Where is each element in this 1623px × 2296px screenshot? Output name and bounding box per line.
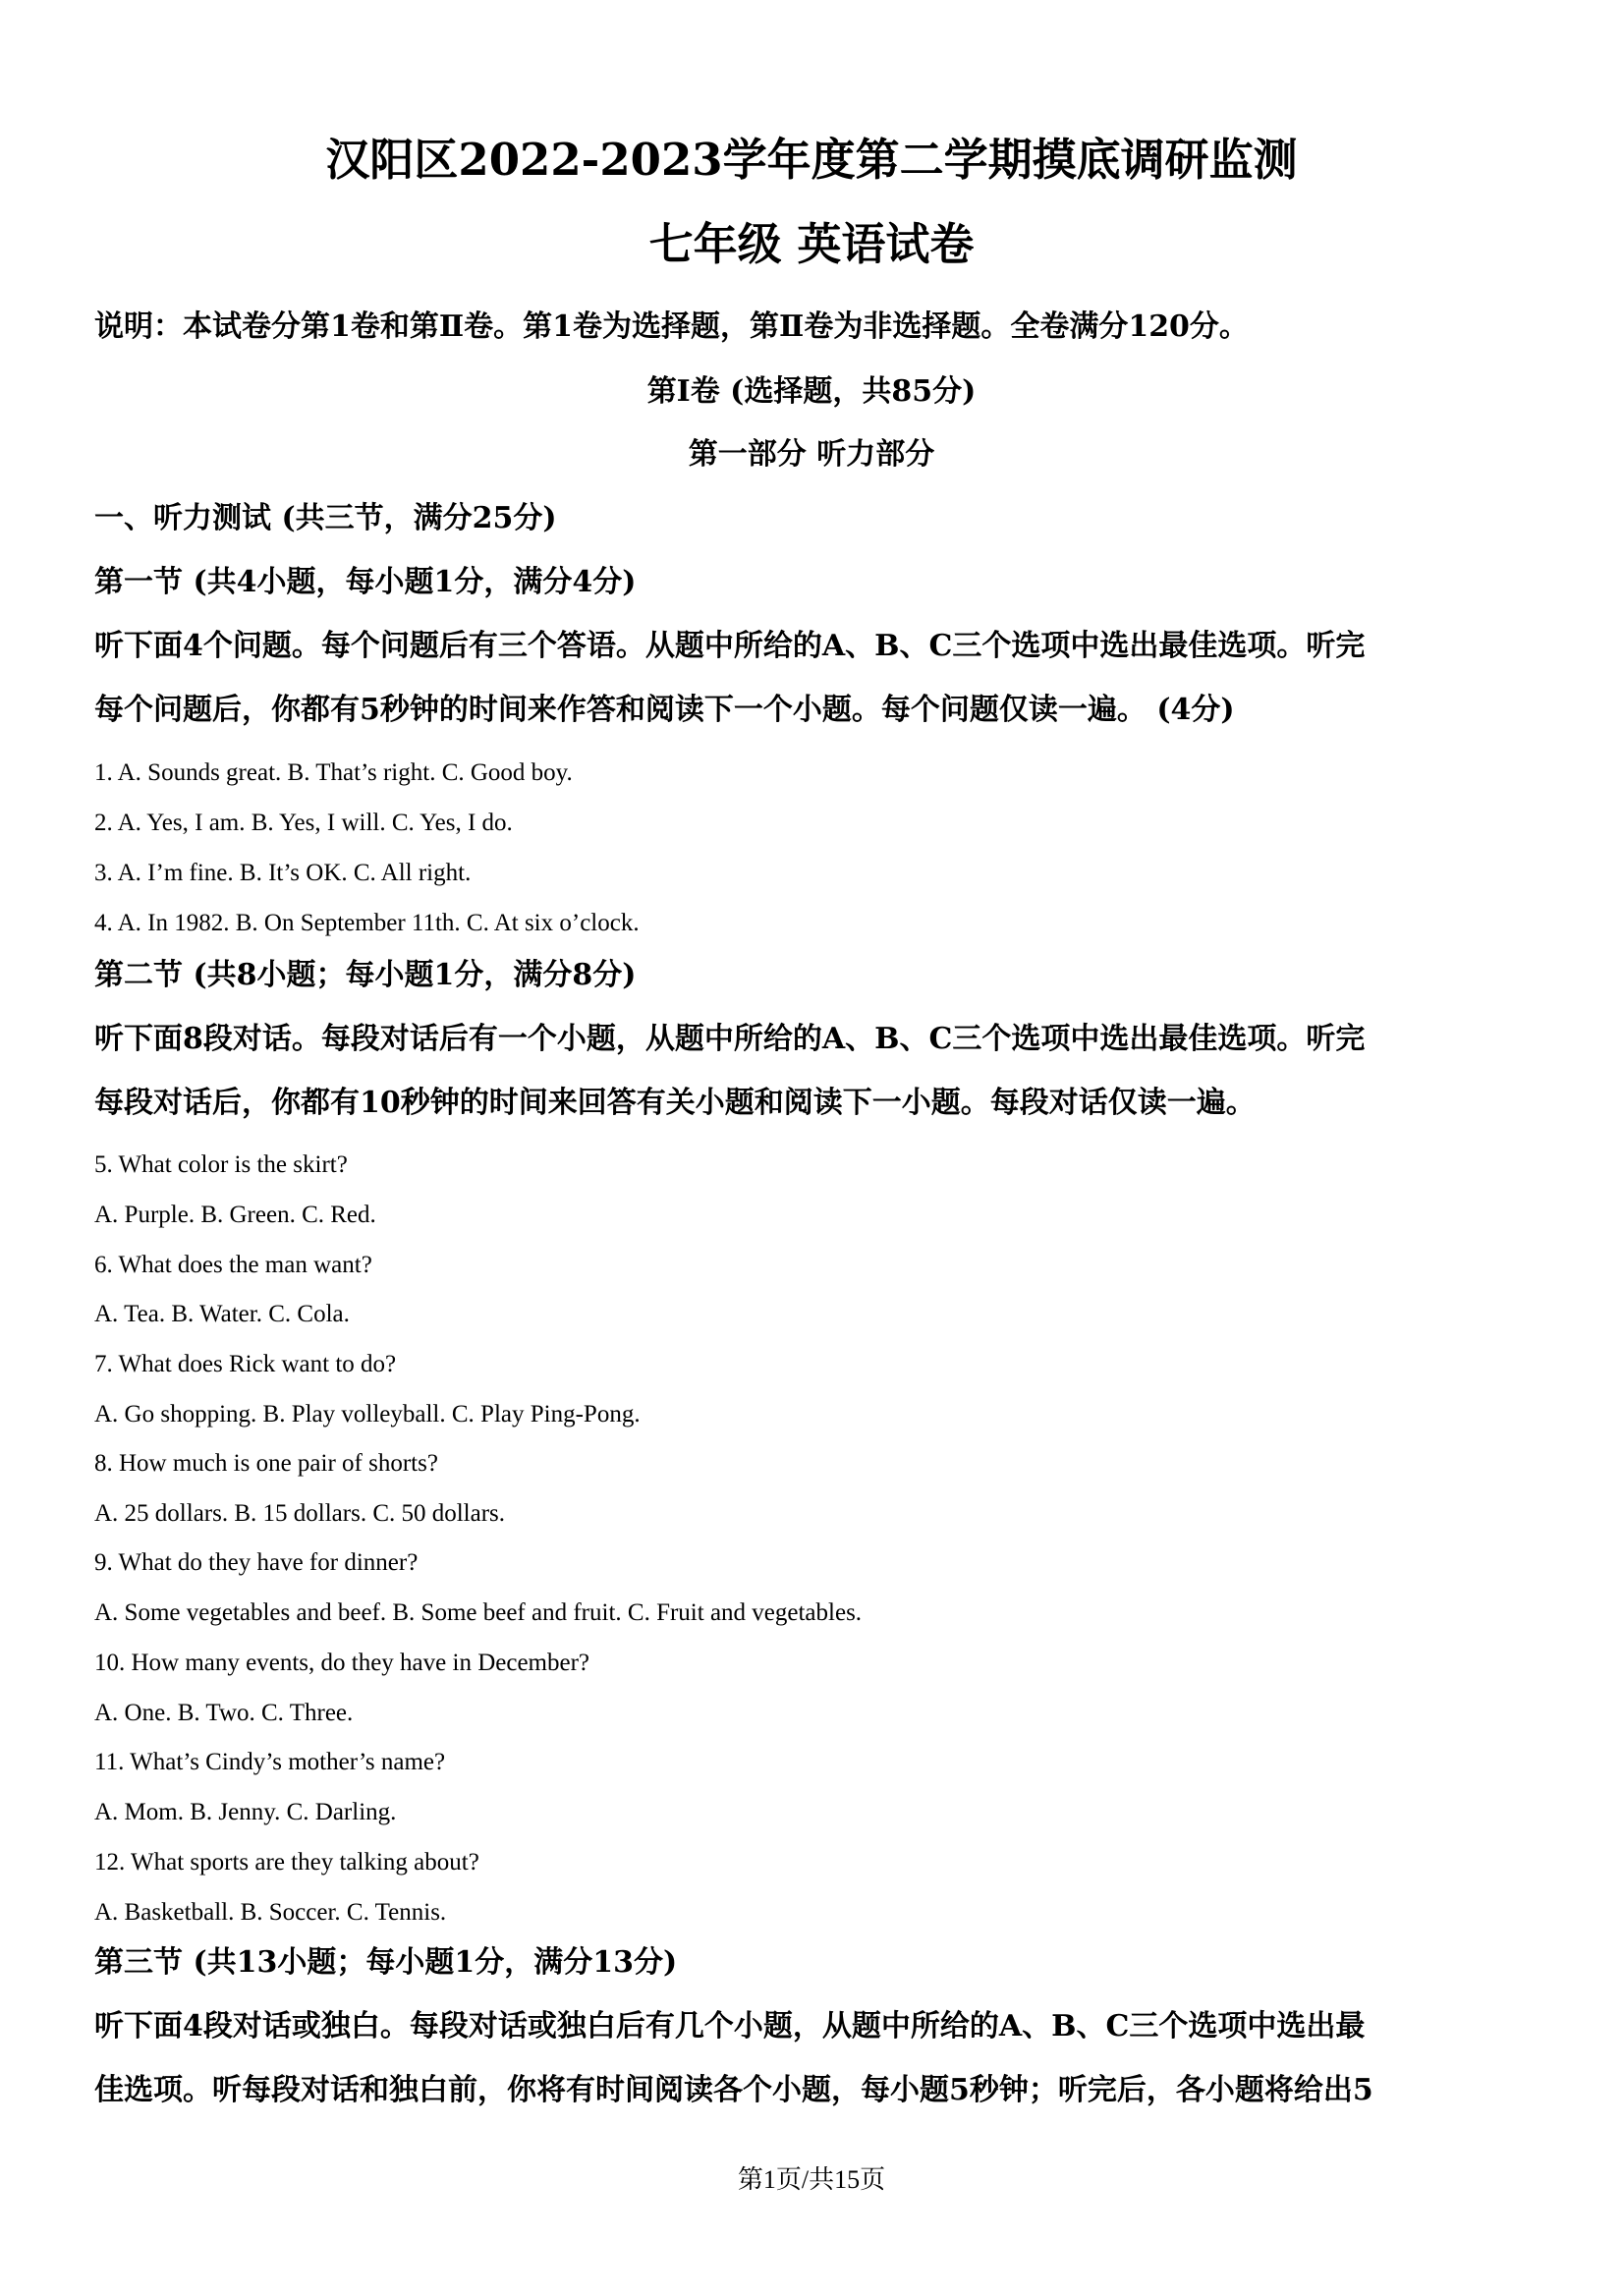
section2-directions-line: 听下面8段对话。每段对话后有一个小题，从题中所给的A、B、C三个选项中选出最佳选项。听完 (94, 1022, 1366, 1056)
section3-heading: 第三节 (共13小题；每小题1分，满分13分) (94, 1945, 678, 1980)
question-item: 10. How many events, do they have in December? (94, 1650, 590, 1676)
page-number: 第1页/共15页 (737, 2165, 886, 2194)
question-item: 5. What color is the skirt? (94, 1151, 348, 1178)
exam-subtitle: 七年级 英语试卷 (648, 218, 975, 270)
answer-options: A. 25 dollars. B. 15 dollars. C. 50 dollars. (94, 1500, 506, 1527)
answer-options: A. One. B. Two. C. Three. (94, 1700, 354, 1726)
volume-title: 第Ⅰ卷 (选择题，共85分) (646, 374, 977, 409)
question-item: 4. A. In 1982. B. On September 11th. C. At six o’clock. (94, 910, 640, 936)
question-item: 1. A. Sounds great. B. That’s right. C. Good boy. (94, 759, 573, 786)
answer-options: A. Some vegetables and beef. B. Some beef and fruit. C. Fruit and vegetables. (94, 1599, 863, 1626)
exam-title: 汉阳区2022-2023学年度第二学期摸底调研监测 (325, 134, 1298, 186)
question-item: 12. What sports are they talking about? (94, 1849, 479, 1876)
section1-directions-line: 听下面4个问题。每个问题后有三个答语。从题中所给的A、B、C三个选项中选出最佳选项。听完 (94, 629, 1366, 663)
question-item: 8. How much is one pair of shorts? (94, 1450, 438, 1477)
question-item: 9. What do they have for dinner? (94, 1549, 419, 1576)
answer-options: A. Tea. B. Water. C. Cola. (94, 1301, 350, 1327)
section2-heading: 第二节 (共8小题；每小题1分，满分8分) (94, 958, 637, 992)
answer-options: A. Mom. B. Jenny. C. Darling. (94, 1799, 397, 1825)
section1-heading: 第一节 (共4小题，每小题1分，满分4分) (94, 565, 637, 599)
section3-directions-line: 听下面4段对话或独白。每段对话或独白后有几个小题，从题中所给的A、B、C三个选项中选出最 (94, 2009, 1366, 2044)
part-title: 第一部分 听力部分 (688, 437, 935, 472)
answer-options: A. Basketball. B. Soccer. C. Tennis. (94, 1899, 447, 1926)
question-item: 11. What’s Cindy’s mother’s name? (94, 1749, 446, 1775)
question-item: 6. What does the man want? (94, 1252, 372, 1278)
section2-directions-line: 每段对话后，你都有10秒钟的时间来回答有关小题和阅读下一小题。每段对话仅读一遍。 (94, 1086, 1256, 1120)
question-item: 2. A. Yes, I am. B. Yes, I will. C. Yes, I do. (94, 810, 513, 836)
answer-options: A. Go shopping. B. Play volleyball. C. Play Ping-Pong. (94, 1401, 641, 1428)
answer-options: A. Purple. B. Green. C. Red. (94, 1202, 376, 1228)
instructions: 说明：本试卷分第1卷和第Ⅱ卷。第1卷为选择题，第Ⅱ卷为非选择题。全卷满分120分。 (94, 309, 1249, 344)
section1-directions-line: 每个问题后，你都有5秒钟的时间来作答和阅读下一个小题。每个问题仅读一遍。 (4分) (94, 693, 1235, 727)
question-item: 3. A. I’m fine. B. It’s OK. C. All right. (94, 860, 472, 886)
section3-directions-line: 佳选项。听每段对话和独白前，你将有时间阅读各个小题，每小题5秒钟；听完后，各小题将给出5 (94, 2073, 1373, 2107)
section-heading: 一、听力测试 (共三节，满分25分) (94, 501, 557, 535)
question-item: 7. What does Rick want to do? (94, 1351, 397, 1377)
